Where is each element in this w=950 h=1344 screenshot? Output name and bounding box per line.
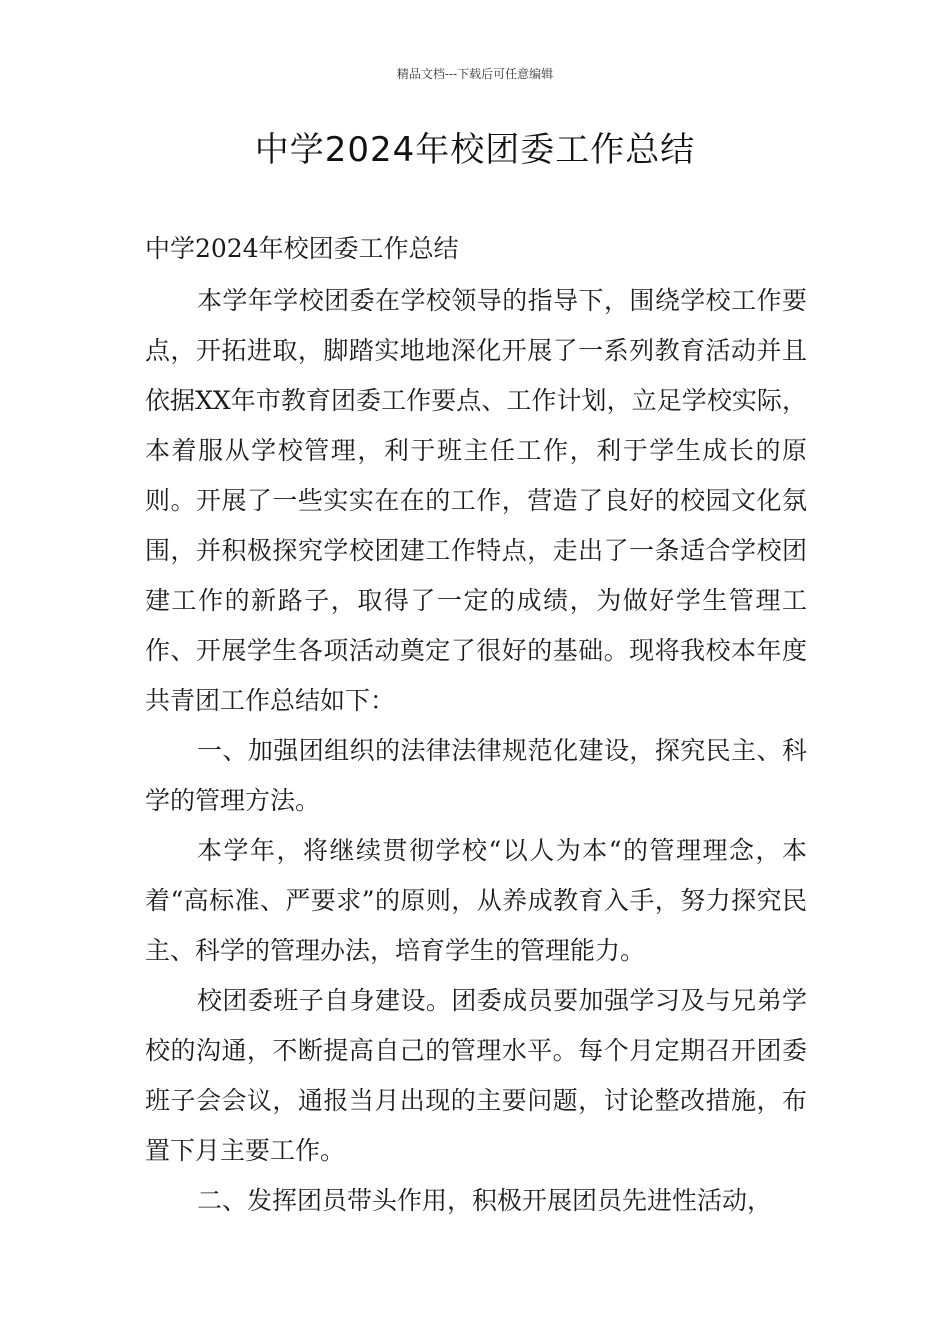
paragraph: 校团委班子自身建设。团委成员要加强学习及与兄弟学校的沟通，不断提高自己的管理水平。每个月定期召开团委班子会会议，通报当月出现的主要问题，讨论整改措施，布置下月主要工作。 (145, 986, 807, 1165)
document-subtitle: 中学2024年校团委工作总结 (145, 234, 459, 263)
section-heading: 一、加强团组织的法律法律规范化建设，探究民主、科学的管理方法。 (145, 736, 807, 815)
document-title: 中学2024年校团委工作总结 (254, 130, 696, 170)
document-body (145, 224, 807, 1226)
header-note: 精品文档---下载后可任意编辑 (396, 67, 554, 81)
paragraph: 本学年学校团委在学校领导的指导下，围绕学校工作要点，开拓进取，脚踏实地地深化开展了一系列教育活动并且依据XX年市教育团委工作要点、工作计划，立足学校实际，本着服从学校管理，利于班主任工作，利于学生成长的原则。开展了一些实实在在的工作，营造了良好的校园文化氛围，并积极探究学校团建工作特点，走出了一条适合学校团建工作的新路子，取得了一定的成绩，为做好学生管理工作、开展学生各项活动奠定了很好的基础。现将我校本年度共青团工作总结如下： (145, 286, 807, 715)
section-heading: 二、发挥团员带头作用，积极开展团员先进性活动， (197, 1186, 773, 1215)
paragraph: 本学年，将继续贯彻学校“以人为本“的管理理念，本着“高标准、严要求”的原则，从养成教育入手，努力探究民主、科学的管理办法，培育学生的管理能力。 (145, 836, 807, 965)
